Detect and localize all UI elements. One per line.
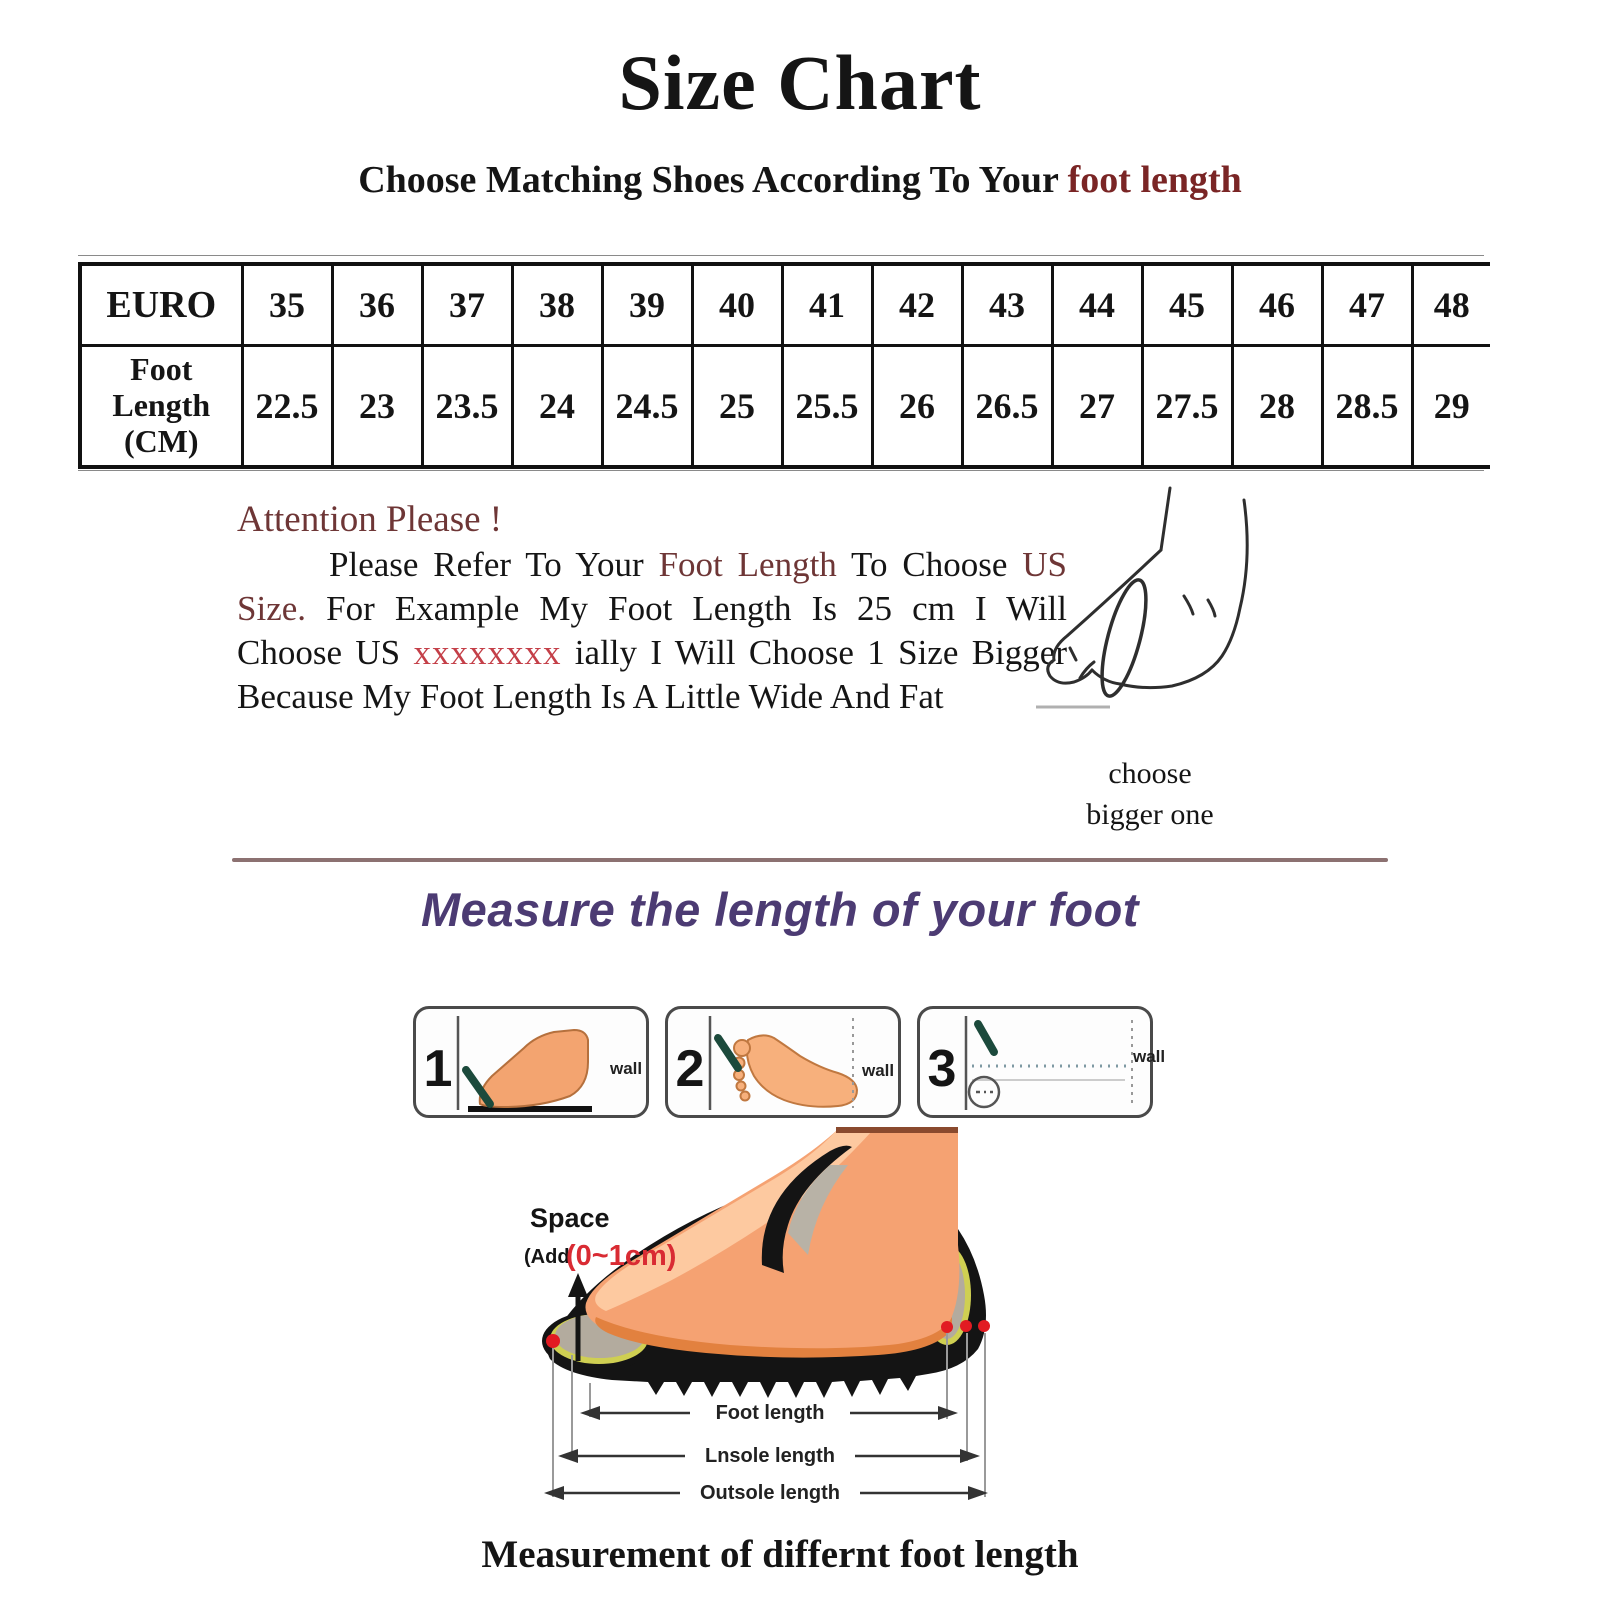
leg-top-line: [836, 1127, 958, 1133]
attention-text: To Choose: [836, 545, 1023, 584]
table-cell: 40: [692, 264, 782, 346]
instruction-panel-3: [917, 1006, 1166, 1118]
table-cell: 47: [1322, 264, 1412, 346]
instruction-panel-1: [413, 1006, 649, 1118]
sketch-ankle-mark: [1184, 596, 1193, 614]
table-cell: 24: [512, 346, 602, 468]
instruction-panel-2: [665, 1006, 901, 1118]
sketch-ankle-mark: [1208, 600, 1215, 616]
outsole-length-label: Outsole length: [700, 1482, 840, 1504]
foot-length-row: [80, 346, 1490, 468]
foot-length-arrow: [580, 1399, 958, 1425]
size-table: [78, 262, 1490, 469]
sketch-sole: [1092, 670, 1120, 684]
panel-number: 1: [423, 1040, 453, 1098]
choose-bigger-note: [1028, 754, 1272, 835]
heel-point-dot: [941, 1321, 953, 1333]
table-cell: 38: [512, 264, 602, 346]
table-cell: 48: [1412, 264, 1490, 346]
table-cell: 35: [242, 264, 332, 346]
big-toe: [734, 1040, 750, 1056]
foot-sketch-illustration: [1022, 478, 1302, 728]
foot-length-row-header: [80, 346, 242, 468]
measurement-diagram: [500, 1125, 1140, 1545]
table-cell: 27: [1052, 346, 1142, 468]
table-cell: 46: [1232, 264, 1322, 346]
foot-side-view: [480, 1030, 588, 1107]
table-cell: 44: [1052, 264, 1142, 346]
attention-foot-length: Foot Length: [658, 545, 837, 584]
table-top-rule: [78, 255, 1484, 256]
table-cell: 22.5: [242, 346, 332, 468]
toe: [737, 1082, 746, 1091]
choose-note-line: bigger one: [1086, 797, 1214, 831]
table-cell: 23: [332, 346, 422, 468]
table-cell: 24.5: [602, 346, 692, 468]
section-divider: [232, 858, 1388, 862]
pencil-icon: [978, 1024, 994, 1052]
table-bottom-rule: [78, 470, 1484, 471]
panel-number: 2: [675, 1040, 705, 1098]
table-cell: 43: [962, 264, 1052, 346]
table-cell: 39: [602, 264, 692, 346]
toe: [741, 1092, 750, 1101]
table-cell: 41: [782, 264, 872, 346]
heel-point-dot: [978, 1320, 990, 1332]
instruction-panels: [413, 1006, 1166, 1118]
euro-row-header: EURO: [80, 264, 242, 346]
bottom-caption: Measurement of differnt foot length: [481, 1533, 1079, 1576]
foot-length-label: Foot length: [715, 1402, 825, 1424]
wall-label: wall: [610, 1059, 643, 1078]
heel-point-dot: [960, 1320, 972, 1332]
outsole-length-arrow: [544, 1479, 988, 1505]
table-cell: 26: [872, 346, 962, 468]
measuring-tape-loop: [1093, 576, 1155, 700]
subtitle-highlight: foot length: [1067, 159, 1242, 201]
table-cell: 36: [332, 264, 422, 346]
table-cell: 28: [1232, 346, 1322, 468]
table-cell: 27.5: [1142, 346, 1232, 468]
toe-point-dot: [546, 1334, 560, 1348]
attention-redacted-x: xxxxxxxx: [413, 633, 562, 672]
table-cell: 37: [422, 264, 512, 346]
attention-heading: Attention Please !: [237, 499, 503, 540]
attention-text: ially I Will Choose 1 Size Bigger Because My Foot Length Is A Little Wide And Fat: [237, 633, 1067, 716]
attention-us-size: US Size.: [237, 545, 1068, 628]
sketch-leg-back: [1120, 500, 1247, 688]
header-line: Length: [112, 387, 211, 424]
sketch-toe-mark: [1070, 648, 1076, 660]
space-range-label: (0~1cm): [566, 1240, 677, 1272]
space-label: Space: [530, 1203, 610, 1233]
table-cell: 42: [872, 264, 962, 346]
header-line: Foot: [130, 351, 193, 388]
sketch-shin: [1161, 488, 1170, 550]
attention-paragraph: [237, 543, 1067, 719]
wall-label: wall: [1133, 1047, 1166, 1066]
space-arrowhead: [568, 1273, 588, 1297]
table-cell: 26.5: [962, 346, 1052, 468]
footprint-top-view: [747, 1035, 857, 1106]
subtitle: [0, 158, 1600, 202]
add-label: (Add: [524, 1246, 570, 1268]
page-title: Size Chart: [618, 39, 982, 126]
wall-label: wall: [862, 1061, 895, 1080]
subtitle-text: Choose Matching Shoes According To Your: [358, 159, 1068, 201]
measure-heading: Measure the length of your foot: [421, 883, 1139, 936]
table-cell: 29: [1412, 346, 1490, 468]
insole-length-arrow: [558, 1442, 980, 1468]
table-cell: 25.5: [782, 346, 872, 468]
table-cell: 28.5: [1322, 346, 1412, 468]
table-cell: 45: [1142, 264, 1232, 346]
euro-row: [80, 264, 1490, 346]
header-line: (CM): [123, 422, 199, 459]
table-cell: 23.5: [422, 346, 512, 468]
panel-number: 3: [927, 1040, 957, 1098]
insole-length-label: Lnsole length: [705, 1445, 835, 1467]
table-cell: 25: [692, 346, 782, 468]
choose-note-line: choose: [1108, 757, 1192, 790]
attention-text: Please Refer To Your: [329, 545, 659, 584]
attention-text: For Example My Foot Length Is 25 cm I Will Choose US: [237, 589, 1067, 672]
